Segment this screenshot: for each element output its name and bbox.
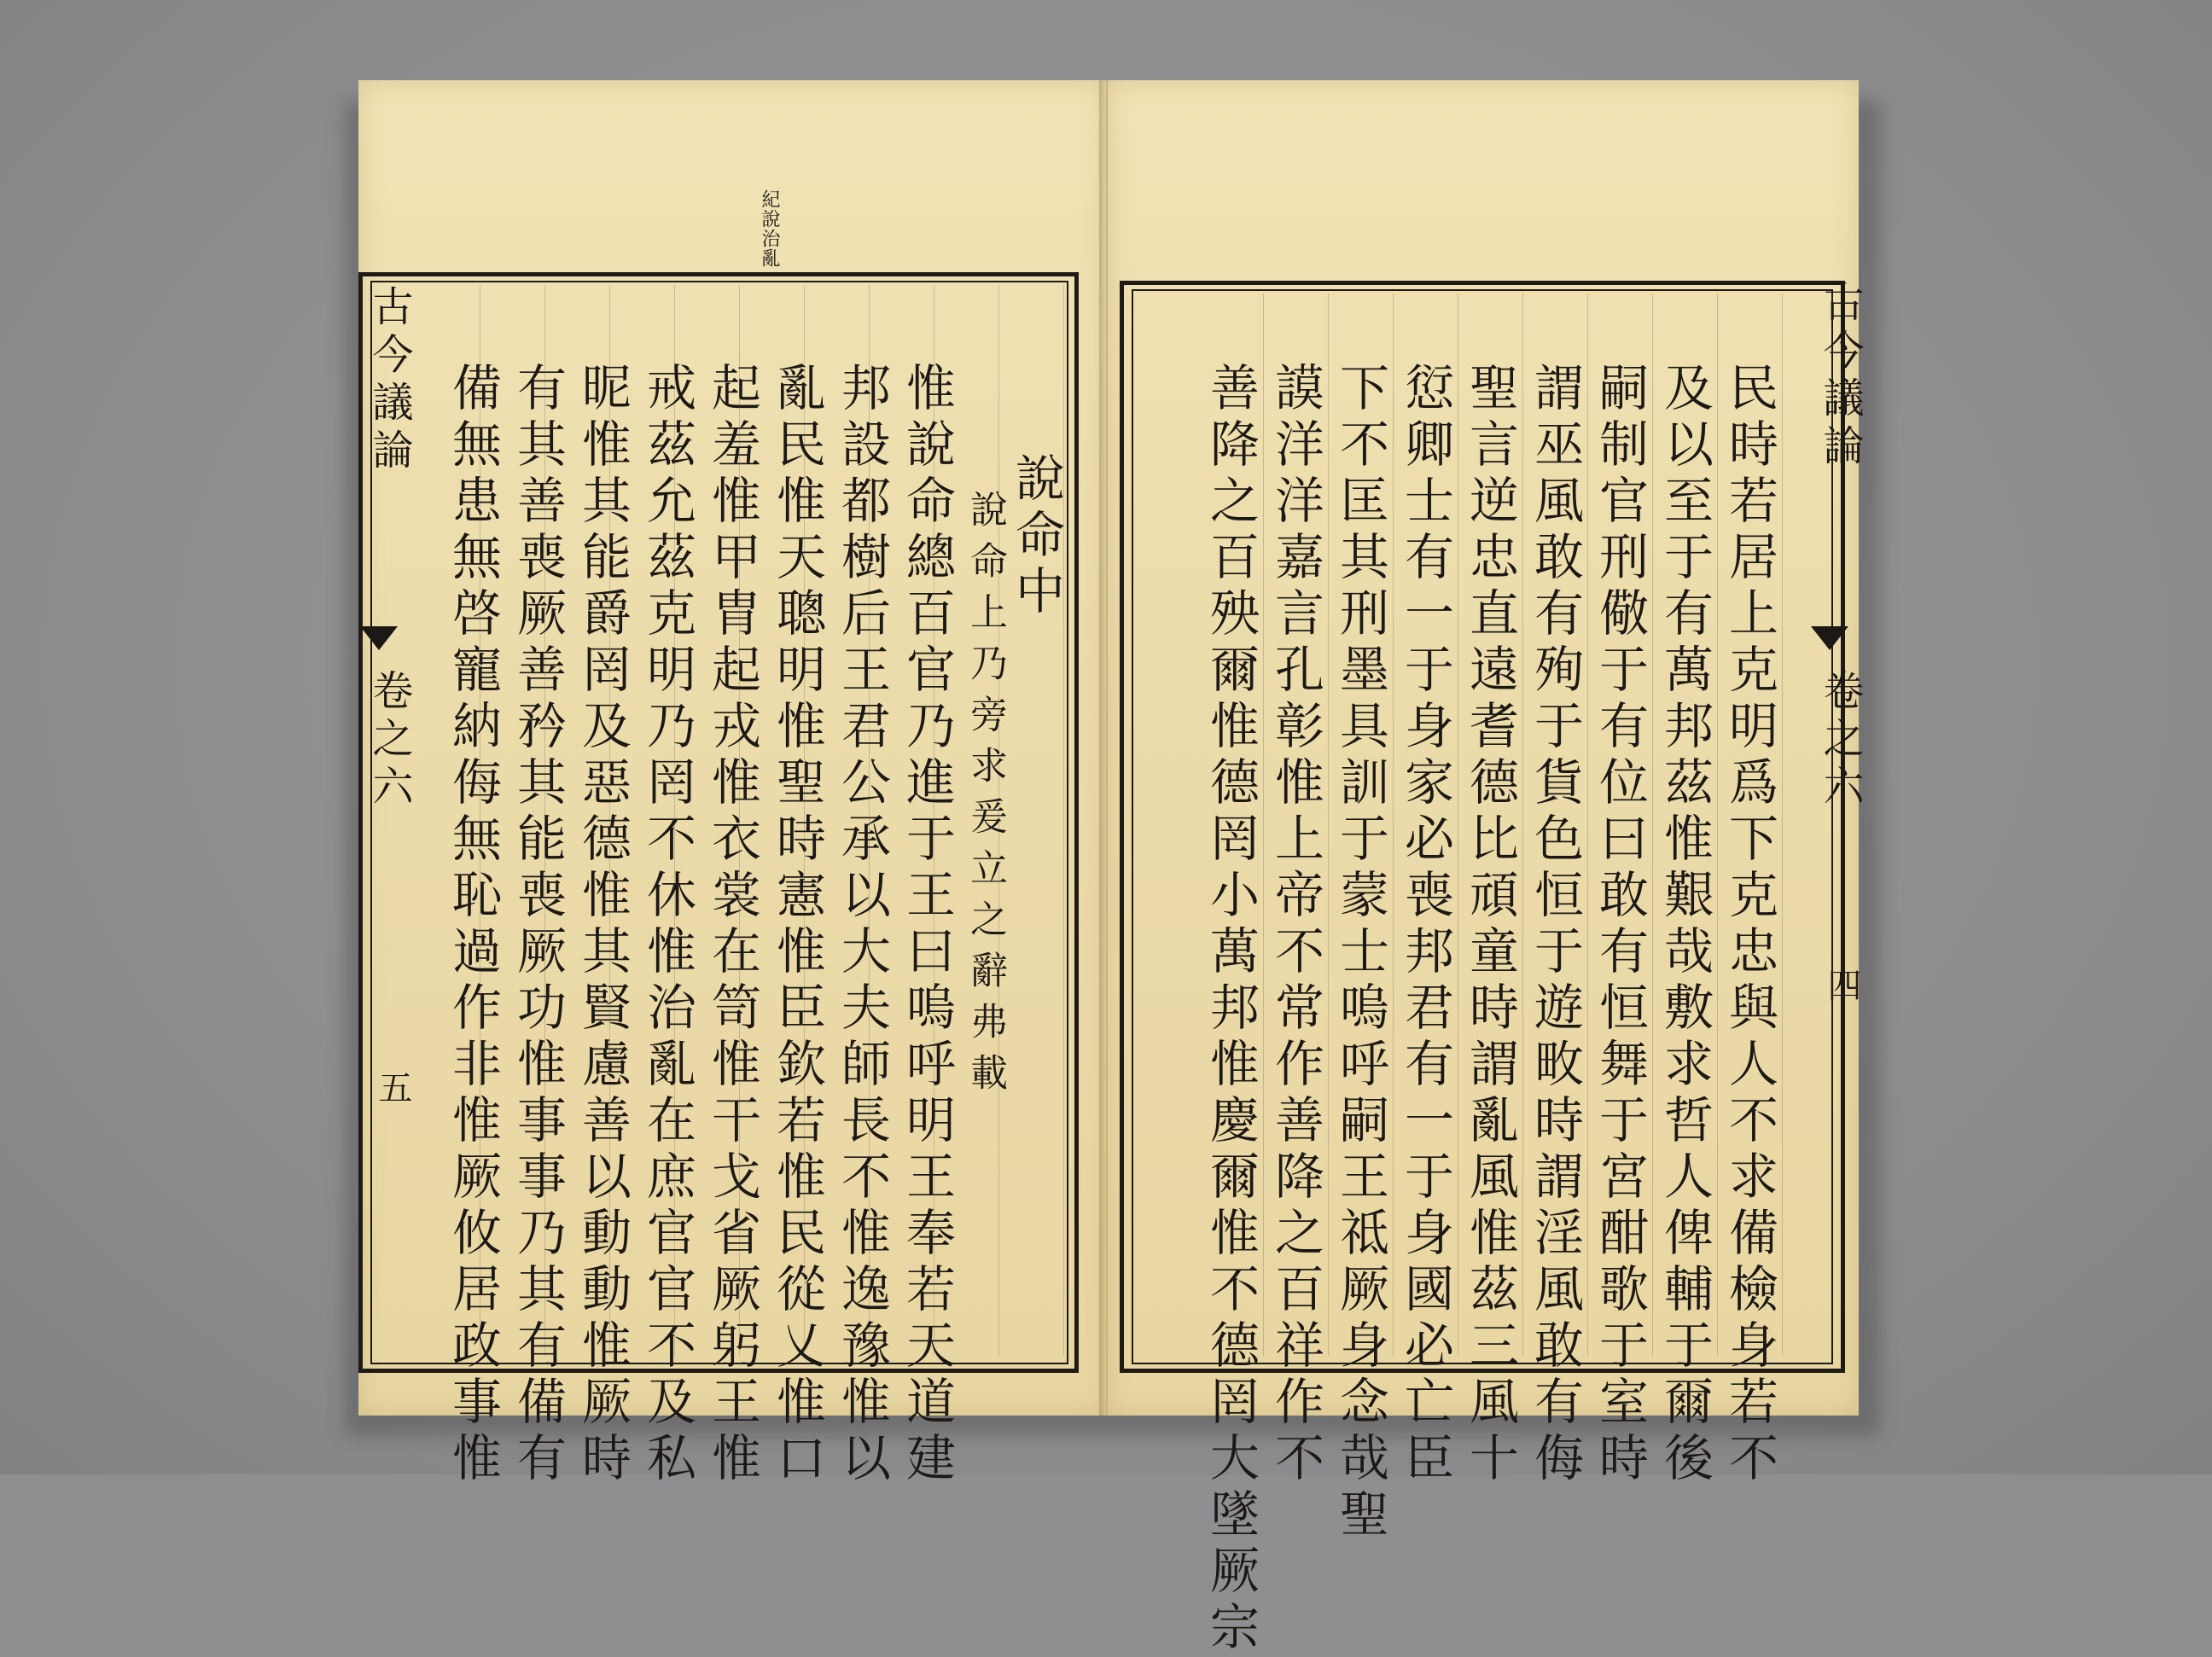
left-column-rule — [544, 285, 545, 1356]
left-col-5: 亂民惟天聰明惟聖時憲惟臣欽若惟民從乂惟口 — [768, 362, 826, 1488]
left-col-6: 起羞惟甲胄起戎惟衣裳在笥惟干戈省厥躬王惟 — [703, 362, 761, 1488]
left-col-9: 有其善喪厥善矜其能喪厥功惟事事乃其有備有 — [509, 362, 567, 1488]
right-text-block — [1142, 294, 1799, 1657]
left-column-rule — [609, 285, 610, 1356]
left-column-rule — [998, 285, 999, 1356]
right-col-2: 及以至于有萬邦茲惟艱哉敷求哲人俾輔于爾後 — [1656, 362, 1714, 1488]
left-fish-tail-ornament — [360, 626, 398, 650]
left-margin-title: 古今議論 — [365, 285, 413, 476]
right-col-5: 聖言逆忠直遠耆德比頑童時謂亂風惟茲三風十 — [1461, 362, 1519, 1488]
left-column-rule — [804, 285, 805, 1356]
right-page — [1108, 80, 1864, 1657]
left-col-7: 戒茲允茲克明乃罔不休惟治亂在庶官官不及私 — [638, 362, 696, 1488]
left-col-4: 邦設都樹后王君公承以大夫師長不惟逸豫惟以 — [833, 362, 891, 1488]
right-col-8: 謨洋洋嘉言孔彰惟上帝不常作善降之百祥作不 — [1266, 362, 1324, 1488]
right-column-rule — [1328, 294, 1329, 1356]
right-col-9: 善降之百殃爾惟德罔小萬邦惟慶爾惟不德罔大墜厥宗 — [1202, 362, 1260, 1657]
right-column-rule — [1263, 294, 1264, 1356]
right-col-7: 下不匡其刑墨具訓于蒙士嗚呼嗣王祗厥身念哉聖 — [1331, 362, 1389, 1544]
right-fish-tail-ornament — [1811, 626, 1848, 650]
left-column-rule — [739, 285, 740, 1356]
left-col-3: 惟說命總百官乃進于王曰嗚呼明王奉若天道建 — [898, 362, 956, 1488]
right-column-rule — [1717, 294, 1718, 1356]
left-col-2: 說命上乃旁求爰立之辭弗載 — [963, 490, 1007, 1104]
left-column-rule — [869, 285, 870, 1356]
right-col-3: 嗣制官刑儆于有位曰敢有恒舞于宮酣歌于室時 — [1591, 362, 1649, 1488]
left-top-note: 紀說治亂 — [759, 189, 780, 268]
left-col-8: 昵惟其能爵罔及惡德惟其賢慮善以動動惟厥時 — [573, 362, 632, 1488]
right-column-rule — [1587, 294, 1588, 1356]
right-column-rule — [1393, 294, 1394, 1356]
left-col-10: 備無患無啓寵納侮無恥過作非惟厥攸居政事惟 — [444, 362, 502, 1488]
left-volume-label: 卷之六 — [365, 669, 413, 812]
left-column-rule — [674, 285, 675, 1356]
left-page-number: 五 — [373, 1070, 412, 1104]
left-col-1: 說命中 — [1007, 452, 1065, 621]
right-margin-title: 古今議論 — [1816, 281, 1864, 472]
right-col-1: 民時若居上克明爲下克忠與人不求備檢身若不 — [1720, 362, 1778, 1488]
right-column-rule — [1782, 294, 1783, 1356]
left-text-block — [410, 285, 1067, 1488]
left-column-rule — [1063, 285, 1064, 1356]
right-volume-label: 卷之六 — [1816, 669, 1864, 812]
right-col-4: 謂巫風敢有殉于貨色恒于遊畋時謂淫風敢有侮 — [1526, 362, 1584, 1488]
left-page — [358, 80, 1108, 1488]
right-column-rule — [1652, 294, 1653, 1356]
right-col-6: 愆卿士有一于身家必喪邦君有一于身國必亡臣 — [1396, 362, 1454, 1488]
right-page-number: 四 — [1822, 968, 1861, 1002]
right-column-rule — [1522, 294, 1523, 1356]
